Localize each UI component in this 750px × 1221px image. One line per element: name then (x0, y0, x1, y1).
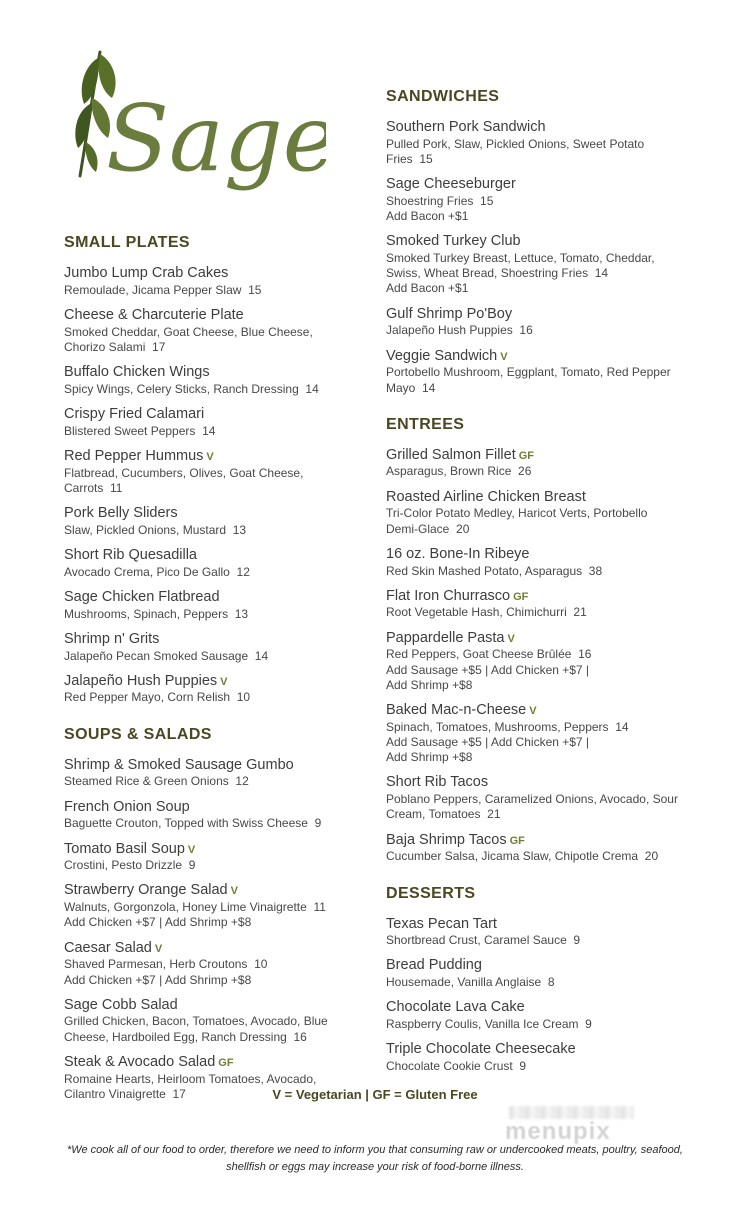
item-name: Chocolate Lava Cake (386, 999, 525, 1016)
item-price: 15 (473, 193, 494, 208)
menu-item-crispy-fried-calamari (64, 406, 348, 439)
item-extra: Add Chicken +$7 | Add Shrimp +$8 (64, 915, 252, 930)
menu-item-buffalo-chicken-wings (64, 364, 348, 397)
item-price: 17 (145, 339, 166, 354)
item-extra: Add Chicken +$7 | Add Shrimp +$8 (64, 972, 252, 987)
item-price: 9 (307, 816, 322, 831)
item-desc: Baguette Crouton, Topped with Swiss Cheese 9 (64, 816, 322, 831)
diet-badge-v: V (529, 705, 537, 718)
item-price: 20 (449, 521, 470, 536)
diet-badge-gf: GF (218, 1056, 234, 1069)
item-desc: Flatbread, Cucumbers, Olives, Goat Cheese, Carrots 11 (64, 465, 304, 495)
item-name: Short Rib Quesadilla (64, 547, 197, 563)
menu-section-soups-salads (64, 726, 348, 1102)
menu-item-jalape-o-hush-puppies (64, 673, 348, 706)
item-price: 38 (582, 563, 603, 578)
menu-item-tomato-basil-soup (64, 841, 348, 874)
item-price: 21 (480, 807, 501, 822)
item-price: 14 (195, 423, 216, 438)
item-price: 11 (103, 480, 123, 495)
item-name: Triple Chocolate Cheesecake (386, 1041, 576, 1058)
item-name: Baked Mac-n-Cheese V (386, 702, 537, 719)
menu-item-gulf-shrimp-po-boy (386, 306, 678, 339)
menu-item-veggie-sandwich (386, 348, 678, 396)
item-price: 14 (608, 719, 629, 734)
menu-item-baked-mac-n-cheese (386, 702, 678, 765)
item-name: Steak & Avocado Salad GF (64, 1053, 234, 1070)
item-desc: Red Peppers, Goat Cheese Brûlée 16 (386, 647, 592, 662)
watermark (505, 1106, 645, 1144)
menu-item-grilled-salmon-fillet (386, 447, 678, 480)
item-price: 20 (638, 849, 659, 864)
item-desc: Steamed Rice & Green Onions 12 (64, 774, 249, 789)
logo-wordmark: Sage (106, 85, 326, 192)
item-name: Texas Pecan Tart (386, 915, 497, 932)
menu-column-right (386, 88, 678, 1094)
item-desc: Blistered Sweet Peppers 14 (64, 423, 216, 438)
item-extra: Add Bacon +$1 (386, 281, 469, 296)
item-price: 12 (228, 774, 249, 789)
item-price: 9 (578, 1017, 592, 1032)
item-price: 9 (512, 1059, 527, 1074)
menu-section-small-plates (64, 234, 348, 706)
disclaimer (55, 1142, 695, 1175)
item-name: 16 oz. Bone-In Ribeye (386, 545, 530, 562)
menu-item-roasted-airline-chicken-breast (386, 489, 678, 537)
item-desc: Housemade, Vanilla Anglaise 8 (386, 975, 555, 990)
item-name: Baja Shrimp Tacos GF (386, 831, 525, 848)
sage-logo-graphic (56, 46, 326, 211)
menu-section-entrees (386, 416, 678, 865)
disclaimer-line-1: *We cook all of our food to order, therefore we need to inform you that consuming raw or undercooked meats, poultry, seafood, (67, 1144, 683, 1156)
item-desc: Root Vegetable Hash, Chimichurri 21 (386, 605, 587, 620)
item-desc: Raspberry Coulis, Vanilla Ice Cream 9 (386, 1017, 592, 1032)
item-desc: Slaw, Pickled Onions, Mustard 13 (64, 522, 247, 537)
diet-legend: V = Vegetarian | GF = Gluten Free (272, 1087, 478, 1102)
item-desc: Walnuts, Gorgonzola, Honey Lime Vinaigrette 11 (64, 900, 326, 915)
item-desc: Spinach, Tomatoes, Mushrooms, Peppers 14 (386, 719, 629, 734)
menu-item-sage-cobb-salad (64, 997, 348, 1045)
diet-badge-gf: GF (509, 834, 525, 847)
item-desc: Asparagus, Brown Rice 26 (386, 464, 532, 479)
section-title-small-plates: SMALL PLATES (64, 234, 190, 251)
menu-item-southern-pork-sandwich (386, 119, 678, 167)
menu-section-desserts (386, 885, 678, 1075)
item-name: Buffalo Chicken Wings (64, 364, 210, 381)
diet-badge-v: V (206, 450, 214, 463)
item-name: Veggie Sandwich V (386, 347, 508, 364)
section-title-soups-salads: SOUPS & SALADS (64, 725, 212, 743)
disclaimer-line-2: shellfish or eggs may increase your risk of food-borne illness. (226, 1160, 524, 1173)
item-name: Caesar Salad V (64, 939, 163, 956)
item-desc: Shoestring Fries 15 (386, 193, 494, 208)
item-desc: Tri-Color Potato Medley, Haricot Verts, Portobello Demi-Glace 20 (386, 506, 648, 536)
diet-badge-v: V (500, 350, 508, 363)
item-desc: Chocolate Cookie Crust 9 (386, 1059, 527, 1074)
item-name: Sage Chicken Flatbread (64, 588, 220, 605)
menu-item-smoked-turkey-club (386, 233, 678, 296)
diet-badge-v: V (230, 885, 238, 898)
item-price: 11 (306, 900, 326, 915)
item-desc: Smoked Turkey Breast, Lettuce, Tomato, Cheddar, Swiss, Wheat Bread, Shoestring Fries 14 (386, 251, 655, 281)
item-price: 14 (248, 648, 269, 663)
item-desc: Smoked Cheddar, Goat Cheese, Blue Cheese, Chorizo Salami 17 (64, 324, 313, 354)
menu-item-jumbo-lump-crab-cakes (64, 265, 348, 298)
item-desc: Poblano Peppers, Caramelized Onions, Avocado, Sour Cream, Tomatoes 21 (386, 792, 678, 822)
item-name: Smoked Turkey Club (386, 233, 521, 250)
menu-section-sandwiches (386, 88, 678, 396)
item-name: Tomato Basil Soup V (64, 840, 196, 857)
item-name: Crispy Fried Calamari (64, 406, 205, 422)
item-name: Pork Belly Sliders (64, 505, 178, 522)
menu-item-triple-chocolate-cheesecake (386, 1041, 678, 1074)
item-desc: Jalapeño Pecan Smoked Sausage 14 (64, 648, 269, 663)
menu-item-16-oz-bone-in-ribeye (386, 546, 678, 579)
item-name: Shrimp & Smoked Sausage Gumbo (64, 756, 294, 773)
item-name: Strawberry Orange Salad V (64, 882, 238, 899)
item-desc: Shortbread Crust, Caramel Sauce 9 (386, 933, 581, 948)
item-price: 12 (229, 564, 250, 579)
menu-item-shrimp-n-grits (64, 631, 348, 664)
section-title-entrees: ENTREES (386, 415, 465, 433)
item-desc: Spicy Wings, Celery Sticks, Ranch Dressing 14 (64, 381, 319, 396)
item-name: Red Pepper Hummus V (64, 447, 214, 464)
item-name: Grilled Salmon Fillet GF (386, 446, 535, 463)
item-price: 21 (566, 605, 587, 620)
item-desc: Avocado Crema, Pico De Gallo 12 (64, 564, 250, 579)
section-title-desserts: DESSERTS (386, 884, 476, 902)
item-name: Pappardelle Pasta V (386, 629, 515, 646)
menu-item-cheese-charcuterie-plate (64, 307, 348, 355)
item-price: 26 (511, 464, 532, 479)
diet-badge-gf: GF (513, 590, 529, 603)
menu-item-chocolate-lava-cake (386, 999, 678, 1032)
item-price: 16 (571, 647, 592, 662)
menu-column-left (64, 234, 348, 1122)
item-name: Short Rib Tacos (386, 774, 489, 791)
menu-item-pappardelle-pasta (386, 630, 678, 693)
section-title-sandwiches: SANDWICHES (386, 88, 500, 105)
item-price: 15 (412, 151, 433, 166)
item-desc: Romaine Hearts, Heirloom Tomatoes, Avocado, Cilantro Vinaigrette 17 (64, 1071, 317, 1101)
item-name: Shrimp n' Grits (64, 630, 160, 647)
menu-item-bread-pudding (386, 957, 678, 990)
menu-item-caesar-salad (64, 940, 348, 988)
item-name: Jumbo Lump Crab Cakes (64, 265, 229, 281)
restaurant-logo (56, 46, 326, 211)
diet-badge-gf: GF (518, 449, 535, 462)
item-price: 13 (226, 522, 247, 537)
item-price: 10 (247, 957, 268, 972)
item-name: Sage Cheeseburger (386, 176, 516, 193)
menu-item-texas-pecan-tart (386, 916, 678, 949)
item-price: 8 (541, 975, 555, 990)
item-desc: Cucumber Salsa, Jicama Slaw, Chipotle Crema 20 (386, 849, 659, 864)
item-name: Sage Cobb Salad (64, 996, 178, 1013)
item-desc: Pulled Pork, Slaw, Pickled Onions, Sweet Potato Fries 15 (386, 136, 645, 166)
menu-item-short-rib-tacos (386, 774, 678, 822)
item-price: 16 (286, 1029, 307, 1044)
item-desc: Mushrooms, Spinach, Peppers 13 (64, 606, 249, 621)
item-name: Jalapeño Hush Puppies V (64, 672, 228, 689)
item-name: French Onion Soup (64, 798, 190, 815)
menu-item-sage-cheeseburger (386, 176, 678, 224)
item-price: 9 (566, 933, 581, 948)
diet-badge-v: V (220, 675, 228, 688)
item-name: Flat Iron Churrasco GF (386, 587, 529, 604)
item-desc: Remoulade, Jicama Pepper Slaw 15 (64, 282, 262, 297)
item-desc: Grilled Chicken, Bacon, Tomatoes, Avocado, Blue Cheese, Hardboiled Egg, Ranch Dressing 16 (64, 1014, 328, 1044)
watermark-text: menupix (505, 1118, 611, 1145)
menu-item-strawberry-orange-salad (64, 882, 348, 930)
diet-badge-v: V (507, 632, 515, 645)
diet-badge-v: V (187, 843, 196, 856)
diet-badge-v: V (154, 942, 163, 955)
menu-item-sage-chicken-flatbread (64, 589, 348, 622)
item-extra: Add Shrimp +$8 (386, 750, 473, 765)
item-price: 14 (415, 380, 436, 395)
item-name: Cheese & Charcuterie Plate (64, 306, 244, 323)
item-desc: Shaved Parmesan, Herb Croutons 10 (64, 957, 268, 972)
item-extra: Add Bacon +$1 (386, 209, 469, 224)
item-desc: Jalapeño Hush Puppies 16 (386, 323, 533, 338)
item-price: 15 (241, 282, 262, 297)
menu-item-shrimp-smoked-sausage-gumbo (64, 757, 348, 790)
menu-item-baja-shrimp-tacos (386, 832, 678, 865)
menu-item-red-pepper-hummus (64, 448, 348, 496)
item-price: 17 (165, 1086, 186, 1101)
menu-item-flat-iron-churrasco (386, 588, 678, 621)
item-name: Roasted Airline Chicken Breast (386, 488, 586, 505)
item-name: Gulf Shrimp Po'Boy (386, 305, 513, 322)
menu-item-french-onion-soup (64, 799, 348, 832)
item-price: 16 (512, 323, 533, 338)
item-desc: Portobello Mushroom, Eggplant, Tomato, Red Pepper Mayo 14 (386, 365, 671, 395)
item-price: 14 (588, 266, 609, 281)
item-name: Southern Pork Sandwich (386, 119, 546, 135)
item-desc: Crostini, Pesto Drizzle 9 (64, 858, 196, 873)
item-price: 10 (230, 690, 251, 705)
item-price: 9 (182, 858, 196, 873)
item-price: 13 (228, 606, 249, 621)
item-extra: Add Sausage +$5 | Add Chicken +$7 | (386, 735, 590, 750)
menu-item-short-rib-quesadilla (64, 547, 348, 580)
item-extra: Add Shrimp +$8 (386, 677, 473, 692)
item-desc: Red Pepper Mayo, Corn Relish 10 (64, 690, 251, 705)
menu-item-pork-belly-sliders (64, 505, 348, 538)
item-name: Bread Pudding (386, 957, 482, 974)
item-extra: Add Sausage +$5 | Add Chicken +$7 | (386, 662, 590, 677)
item-desc: Red Skin Mashed Potato, Asparagus 38 (386, 563, 603, 578)
item-price: 14 (298, 381, 319, 396)
